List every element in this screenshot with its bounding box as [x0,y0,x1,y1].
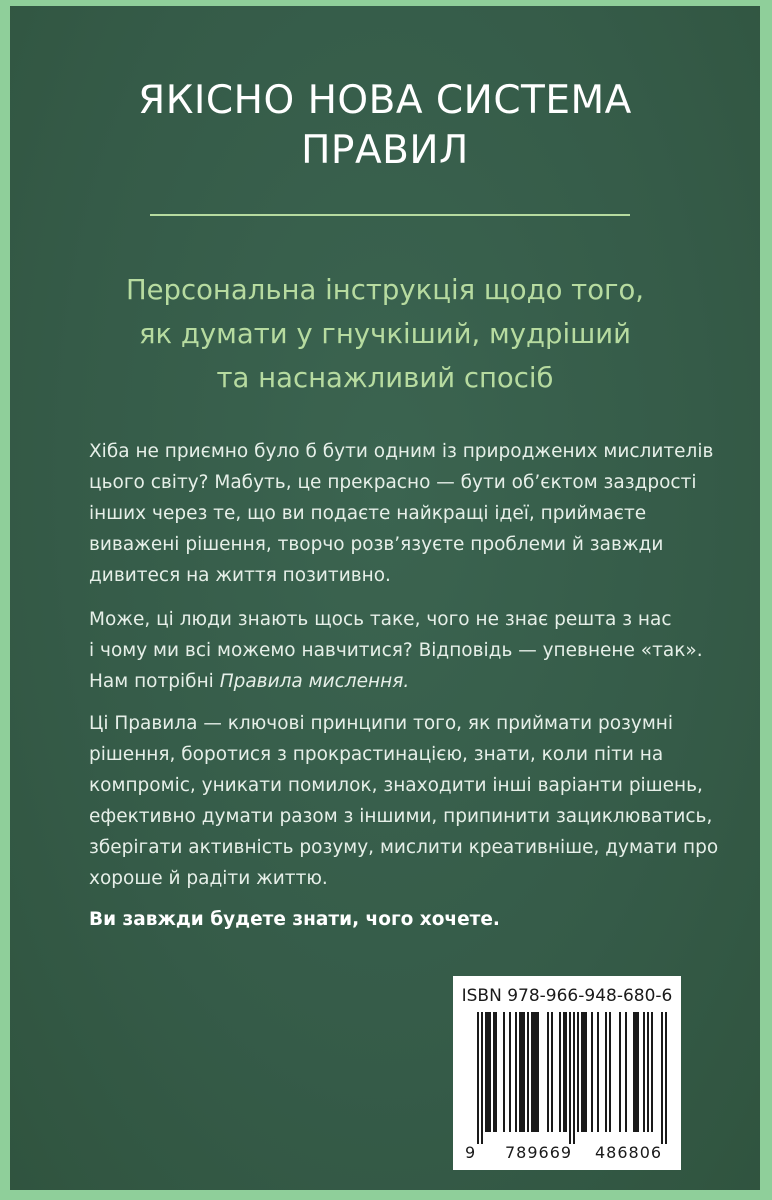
blurb-line: Хіба не приємно було б бути одним із природжених мислителів [89,441,714,462]
barcode-bar [533,1012,535,1132]
blurb-line: Може, ці люди знають щось таке, чого не знає решта з нас [89,609,672,630]
headline-divider [150,214,630,216]
barcode-bar [609,1012,611,1132]
barcode-bar [651,1012,653,1132]
barcode-guard-bar [477,1012,479,1144]
barcode-bar [633,1012,635,1132]
barcode-guard-bar [665,1012,667,1144]
barcode-bar [509,1012,511,1132]
blurb-line: ефективно думати разом з іншими, припинити зациклюватись, [89,806,713,827]
blurb-line: виважені рішення, творчо розв’язуєте проблеми й завжди [89,534,664,555]
barcode-bar [485,1012,487,1132]
barcode-bar [523,1012,525,1132]
blurb-paragraph-1 [89,436,719,591]
barcode-guard-bar [661,1012,663,1144]
barcode-bar [577,1012,579,1132]
isbn-barcode-label [453,976,681,1170]
barcode-lead-digit: 9 [465,1143,476,1162]
barcode-bar [503,1012,505,1132]
barcode-bar [487,1012,489,1132]
barcode-bar [605,1012,607,1132]
barcode-guard-bar [481,1012,483,1144]
headline-line-1: ЯКІСНО НОВА СИСТЕМА [138,78,632,123]
barcode-bar [619,1012,621,1132]
barcode-digits [465,1143,673,1165]
barcode-bar [515,1012,517,1132]
headline-line-2: ПРАВИЛ [301,128,469,173]
barcode-bar [565,1012,567,1132]
barcode-bar [591,1012,593,1132]
barcode-right-digits: 486806 [595,1143,663,1162]
barcode-bar [625,1012,627,1132]
barcode-bar [489,1012,491,1132]
barcode-bar [581,1012,583,1132]
blurb-line: Ці Правила — ключові принципи того, як приймати розумні [89,713,674,734]
subtitle-line-1: Персональна інструкція щодо того, [125,274,645,306]
book-title-italic: Правила мислення. [219,671,410,692]
subtitle-line-2: як думати у гнучкіший, мудріший [138,318,632,350]
barcode-bar [643,1012,645,1132]
subtitle-line-3: та наснажливий спосіб [216,362,554,394]
barcode-bar [521,1012,523,1132]
barcode-bar [493,1012,495,1132]
blurb-line-with-title [89,666,719,697]
barcode-bars [465,1012,673,1144]
blurb-line: рішення, боротися з прокрастинацією, знати, коли піти на [89,744,664,765]
barcode-bar [531,1012,533,1132]
barcode-bar [559,1012,561,1132]
isbn-number: ISBN 978-966-948-680-6 [461,986,673,1006]
blurb-line: цього світу? Мабуть, це прекрасно — бути об’єктом заздрості [89,472,697,493]
barcode-bar [495,1012,497,1132]
book-back-cover [10,6,760,1190]
barcode-left-digits: 789669 [505,1143,573,1162]
cover-subtitle [40,268,730,400]
barcode-bar [647,1012,649,1132]
barcode-bar [637,1012,639,1132]
barcode-bar [563,1012,565,1132]
blurb-line: хороше й радіти життю. [89,868,328,889]
closing-statement: Ви завжди будете знати, чого хочете. [89,909,500,930]
blurb-line: компроміс, уникати помилок, знаходити інші варіанти рішень, [89,775,703,796]
barcode-bar [583,1012,585,1132]
barcode-bar [527,1012,529,1132]
barcode-bar [519,1012,521,1132]
cover-headline [10,76,760,176]
barcode-bar [597,1012,599,1132]
blurb-line: інших через те, що ви подаєте найкращі ідеї, приймаєте [89,503,647,524]
blurb-line: дивитеся на життя позитивно. [89,565,391,586]
blurb-line: зберігати активність розуму, мислити креативніше, думати про [89,837,719,858]
blurb-paragraph-3 [89,708,719,894]
barcode-bar [537,1012,539,1132]
blurb-line: і чому ми всі можемо навчитися? Відповідь — упевнене «так». [89,640,703,661]
barcode-guard-bar [569,1012,571,1144]
blurb-paragraph-2 [89,604,719,697]
barcode-bar [585,1012,587,1132]
barcode-bar [635,1012,637,1132]
barcode-guard-bar [573,1012,575,1144]
barcode-bar [551,1012,553,1132]
blurb-text: Нам потрібні [89,671,220,692]
barcode-bar [547,1012,549,1132]
barcode-bar [535,1012,537,1132]
